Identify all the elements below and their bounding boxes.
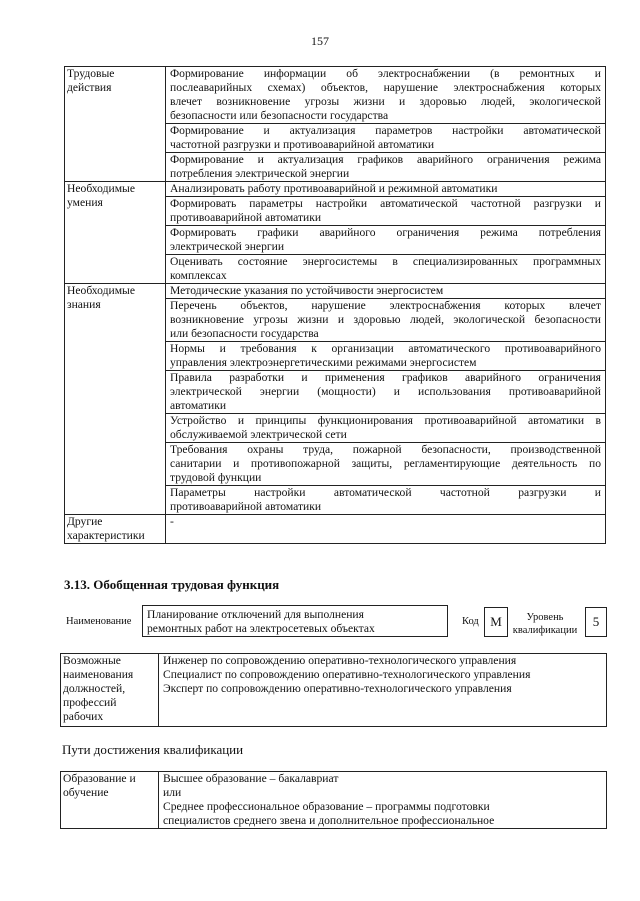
table-cell [166,67,606,124]
table-cell [166,153,606,182]
labor-function-table [64,66,606,544]
cell-line: или безопасности государства [170,327,319,340]
table-cell [166,284,606,299]
cell-line: автоматики [170,399,227,412]
education-line: Среднее профессиональное образование – программы подготовки [163,800,490,813]
label-line: наименования [63,668,134,681]
table-cell [166,486,606,515]
education-values [159,772,607,829]
label-line: действия [67,81,112,94]
table-cell [166,414,606,443]
table-cell [166,515,606,544]
qualification-paths-title: Пути достижения квалификации [62,742,244,757]
function-name-line: ремонтных работ на электросетевых объектах [147,622,375,635]
table-cell [166,226,606,255]
row-label [65,182,166,284]
label-line: Образование и [63,772,136,785]
level-label-line: квалификации [512,625,578,636]
row-label [65,284,166,515]
cell-line: Формировать параметры настройки автоматической частотной разгрузки и [170,197,601,210]
row-label [65,515,166,544]
cell-line: потребления электрической энергии [170,167,350,180]
label-line: Трудовые [67,67,115,80]
qualification-level-label [510,611,580,637]
function-name-line: Планирование отключений для выполнения [147,608,364,621]
positions-label [61,654,159,727]
cell-line: Нормы и требования к организации автоматического противоаварийного [170,342,601,355]
cell-line: Перечень объектов, нарушение электроснабжения которых влечет [170,299,601,312]
cell-line: Правила разработки и применения графиков аварийного ограничения [170,371,601,384]
table-cell [166,255,606,284]
label-line: умения [67,196,103,209]
cell-line: возникновение угрозы жизни и здоровью людей, экологической безопасности [170,313,601,326]
table-row [61,654,607,727]
cell-line: - [170,515,174,528]
cell-line: Устройство и принципы функционирования противоаварийной автоматики в [170,414,601,427]
position-item: Инженер по сопровождению оперативно-технологического управления [163,654,517,667]
cell-line: комплексах [170,269,227,282]
cell-line: Требования охраны труда, пожарной безопасности, производственной [170,443,601,456]
cell-line: противоаварийной автоматики [170,500,322,513]
positions-table [60,653,607,727]
cell-line: Параметры настройки автоматической частотной разгрузки и [170,486,601,499]
label-line: Возможные [63,654,121,667]
label-line: рабочих [63,710,104,723]
cell-line: частотной разгрузки и противоаварийной автоматики [170,138,435,151]
cell-line: обслуживаемой электрической сети [170,428,347,441]
table-cell [166,342,606,371]
position-item: Специалист по сопровождению оперативно-технологического управления [163,668,531,681]
label-line: должностей, [63,682,126,695]
cell-line: трудовой функции [170,471,262,484]
education-label [61,772,159,829]
education-line: Высшее образование – бакалавриат [163,772,339,785]
cell-line: Формирование и актуализация параметров настройки автоматической [170,124,601,137]
table-row [65,67,606,124]
position-item: Эксперт по сопровождению оперативно-технологического управления [163,682,512,695]
cell-line: электрической энергии [170,240,285,253]
positions-values [159,654,607,727]
label-line: характеристики [67,529,145,542]
table-cell [166,182,606,197]
table-cell [166,299,606,342]
cell-line: послеаварийных схемах) объектов, нарушение электроснабжения которых [170,81,601,94]
qualification-level-value: 5 [585,607,607,637]
cell-line: Формирование и актуализация графиков аварийного ограничения режима [170,153,601,166]
section-title: 3.13. Обобщенная трудовая функция [64,577,280,592]
page-number: 157 [311,34,329,48]
level-label-line: Уровень [526,612,564,623]
cell-line: санитарии и противопожарной защиты, регламентирующие деятельность по [170,457,601,470]
cell-line: Оценивать состояние энергосистемы в специализированных программных [170,255,601,268]
table-cell [166,124,606,153]
cell-line: управления электроэнергетическими режимами энергосистем [170,356,477,369]
label-line: обучение [63,786,109,799]
table-row [65,284,606,299]
row-label [65,67,166,182]
cell-line: противоаварийной автоматики [170,211,322,224]
table-cell [166,197,606,226]
education-line: специалистов среднего звена и дополнительное профессиональное [163,814,495,827]
cell-line: Методические указания по устойчивости энергосистем [170,284,444,297]
cell-line: влечет возникновение угрозы жизни и здоровью людей, экологической [170,95,601,108]
code-value: M [484,607,508,637]
table-cell [166,371,606,414]
function-name-box [142,605,448,637]
cell-line: Формировать графики аварийного ограничения режима потребления [170,226,601,239]
education-line: или [163,786,182,799]
table-cell [166,443,606,486]
cell-line: Формирование информации об электроснабжении (в ремонтных и [170,67,601,80]
label-line: Необходимые [67,182,135,195]
cell-line: безопасности или безопасности государства [170,109,389,122]
label-line: профессий [63,696,117,709]
label-line: Необходимые [67,284,135,297]
cell-line: электрической энергии (мощности) и использования противоаварийной [170,385,601,398]
education-table [60,771,607,829]
table-row [61,772,607,829]
cell-line: Анализировать работу противоаварийной и режимной автоматики [170,182,498,195]
table-row [65,515,606,544]
code-label: Код [462,616,479,627]
name-label: Наименование [66,616,132,627]
table-row [65,182,606,197]
label-line: знания [67,298,101,311]
label-line: Другие [67,515,103,528]
